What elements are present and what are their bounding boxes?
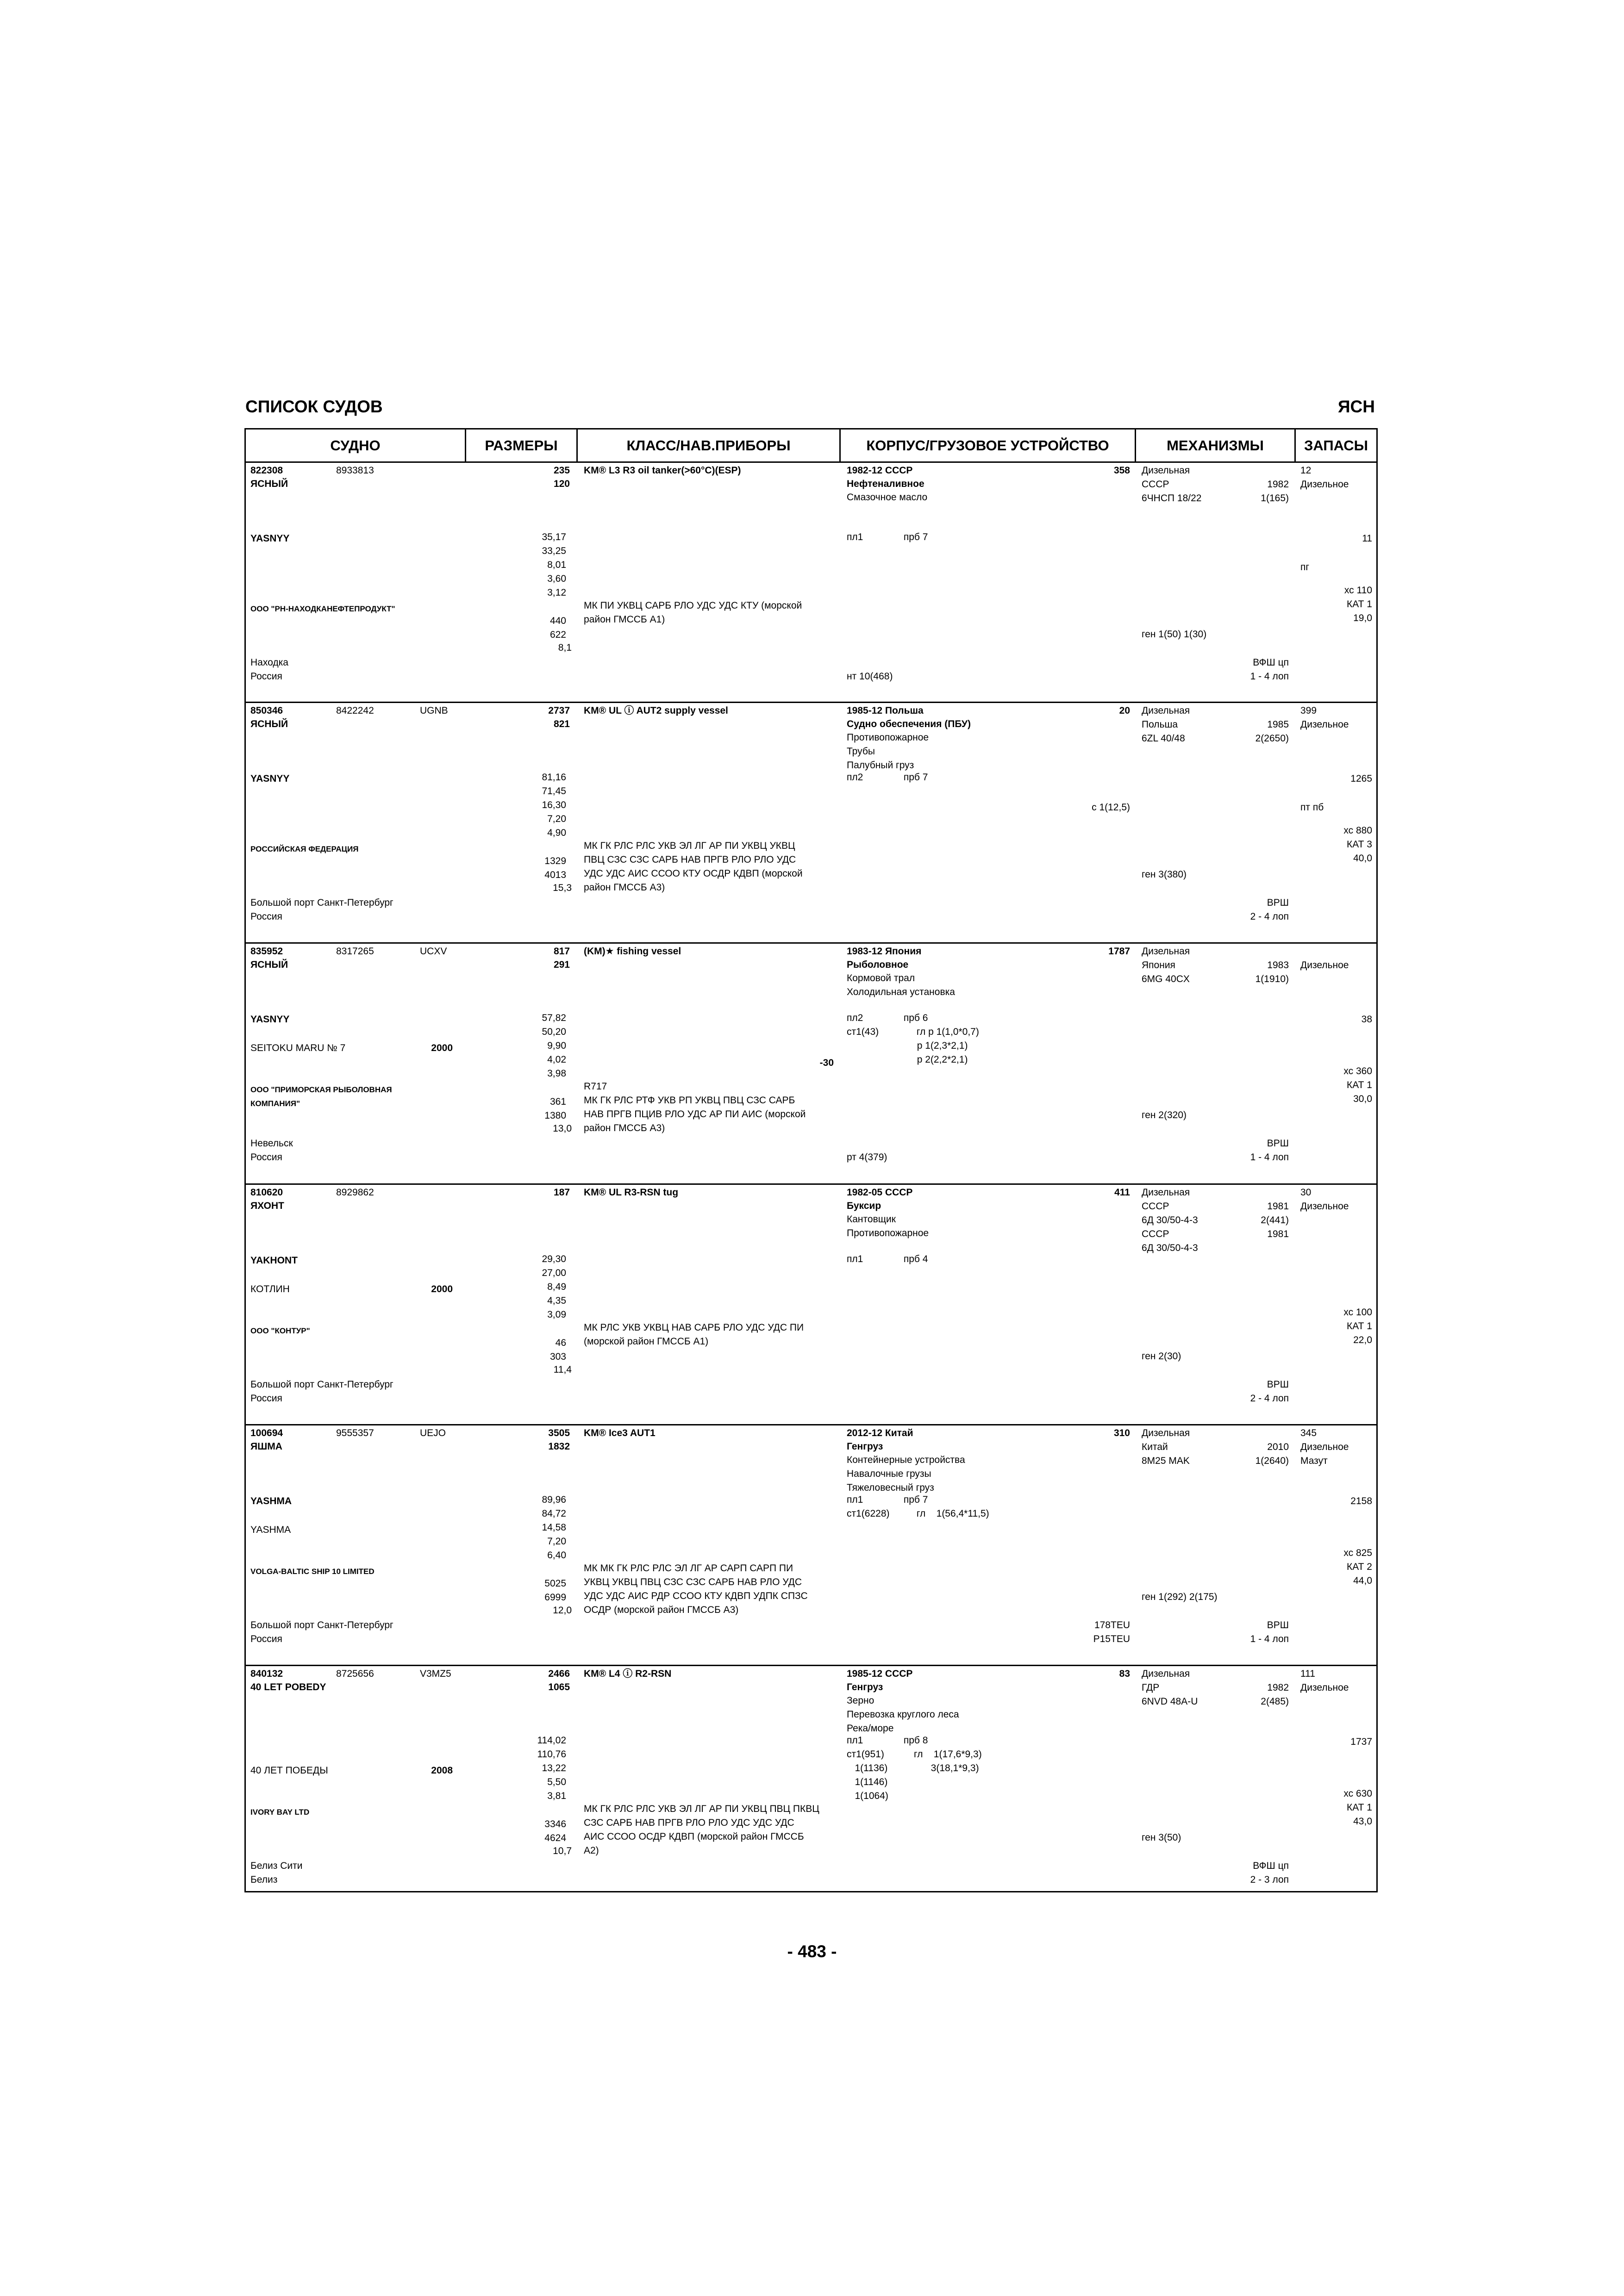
navigation-aids: МК МК ГК РЛС РЛС ЭЛ ЛГ АР САРП САРП ПИ УКВЦ УКВЦ ПВЦ СЗС СЗС САРБ НАВ РЛО УДС УДС УДС АИС РДР ССОО КТУ КДВП УДПК СПЗС ОСДР (морской район ГМССБ А3) [584,1563,808,1615]
class-notation: KM® Ice3 AUT1 [584,1428,656,1438]
engine-year-power: 2010 1(2640) [1255,1442,1289,1466]
holds-hatches: пл2 прб 7 [847,772,928,783]
call-sign: UCXV [420,946,447,957]
vessel-type: Нефтеналивное [847,479,924,489]
engine-year-power: 1985 2(2650) [1255,719,1289,744]
generators: ген 2(320) [1142,1110,1187,1120]
propeller: ВФШ цп 2 - 3 лоп [1250,1860,1289,1885]
class-notation: KM® UL R3-RSN tug [584,1187,679,1198]
propeller: ВФШ цп 1 - 4 лоп [1250,657,1289,682]
owner-name: РОССИЙСКАЯ ФЕДЕРАЦИЯ [250,845,359,853]
imo-number: 8317265 [336,946,374,957]
former-name: YASHMA [250,1524,291,1535]
vessel-name-latin: YASNYY [250,533,290,544]
vessel-name: ЯСНЫЙ [250,959,288,970]
navigation-aids: МК РЛС УКВ УКВЦ НАВ САРБ РЛО УДС УДС ПИ (морской район ГМССБ А1) [584,1322,804,1347]
fuel-stores: 12 Дизельное [1300,465,1349,490]
ship-register-table [244,428,1378,1892]
dimensions: 57,82 50,20 9,90 4,02 3,98 [542,1013,566,1079]
gross-tonnage: 3505 [548,1428,570,1438]
holds-hatches: пл1 прб 7 ст1(6228) гл 1(56,4*11,5) [847,1494,989,1519]
propeller: ВРШ 2 - 4 лоп [1250,897,1289,922]
deadweight: 3346 4624 [544,1819,566,1843]
generators: ген 2(30) [1142,1351,1181,1362]
deadweight: 361 1380 [544,1096,566,1121]
ship-record [246,1666,1376,1891]
speed: 13,0 [553,1123,572,1134]
ship-record [246,463,1376,703]
fuel-quantity: 1737 [1350,1736,1372,1747]
fuel-quantity: 38 [1361,1014,1372,1025]
stores-capacity: хс 110 КАТ 1 19,0 [1344,585,1372,623]
hull-build-info: 1982-05 СССР [847,1187,913,1198]
fuel-stores: Дизельное [1300,960,1349,971]
registry-number: 835952 [250,946,283,957]
vessel-type: Генгруз [847,1441,883,1452]
generators: ген 1(292) 2(175) [1142,1592,1218,1602]
owner-name: IVORY BAY LTD [250,1808,310,1817]
column-header-vessel: СУДНО [246,429,466,461]
home-port: Находка [250,657,288,668]
net-tonnage: 1065 [548,1682,570,1692]
former-name-year: 2008 [431,1765,453,1776]
call-sign: UGNB [420,705,448,716]
hull-build-info: 1985-12 Польша [847,705,924,716]
main-engine: Дизельная Япония 6MG 40CX [1142,946,1190,984]
engine-year-power: 1983 1(1910) [1255,960,1289,984]
fuel-stores: 399 Дизельное [1300,705,1349,730]
dimensions: 81,16 71,45 16,30 7,20 4,90 [542,772,566,838]
tanks-capacity: рт 4(379) [847,1152,887,1163]
call-sign: UEJO [420,1428,446,1438]
imo-number: 8422242 [336,705,374,716]
fuel-stores: 30 Дизельное [1300,1187,1349,1212]
owner-name: VOLGA-BALTIC SHIP 10 LIMITED [250,1567,375,1576]
imo-number: 8933813 [336,465,374,476]
fuel-quantity: 2158 [1350,1496,1372,1506]
net-tonnage: 821 [553,719,570,729]
hull-features: Контейнерные устройства Навалочные грузы Тяжеловесный груз [847,1455,965,1493]
vessel-name: ЯСНЫЙ [250,479,288,489]
generators: ген 1(50) 1(30) [1142,629,1207,640]
flag-country: Россия [250,671,282,682]
vessel-name-latin: YAKHONT [250,1255,298,1266]
former-name-year: 2000 [431,1043,453,1053]
vessel-name: 40 LET POBEDY [250,1682,326,1692]
ship-record [246,944,1376,1185]
registry-number: 810620 [250,1187,283,1198]
hull-number: 310 [1113,1428,1130,1438]
vessel-type: Буксир [847,1201,881,1211]
gross-tonnage: 187 [553,1187,570,1198]
generators: ген 3(50) [1142,1832,1181,1843]
home-port: Невельск [250,1138,293,1149]
main-engine: Дизельная СССР 6Д 30/50-4-3 СССР 6Д 30/50-4-3 [1142,1187,1198,1253]
vessel-name: ЯШМА [250,1441,282,1452]
deadweight: 5025 6999 [544,1578,566,1603]
vessel-name: ЯСНЫЙ [250,719,288,729]
ice-value: -30 [819,1058,834,1068]
hull-build-info: 2012-12 Китай [847,1428,913,1438]
gross-tonnage: 2466 [548,1668,570,1679]
holds-hatches: пл1 прб 7 [847,532,928,542]
speed: 15,3 [553,883,572,893]
owner-name: ООО "КОНТУР" [250,1326,310,1335]
hull-number: 411 [1114,1187,1130,1198]
vessel-type: Судно обеспечения (ПБУ) [847,719,971,729]
imo-number: 8929862 [336,1187,374,1198]
home-port: Большой порт Санкт-Петербург [250,1379,394,1390]
fuel-quantity: 11 [1362,533,1372,544]
table-header [246,429,1376,463]
class-notation: KM® L4 ⓘ R2-RSN [584,1668,672,1679]
column-header-machinery: МЕХАНИЗМЫ [1136,429,1296,461]
imo-number: 8725656 [336,1668,374,1679]
former-name: SEITOKU MARU № 7 [250,1043,346,1053]
vessel-name-latin: YASNYY [250,1014,290,1025]
call-sign: V3MZ5 [420,1668,451,1679]
container-capacity: 178TEU P15TEU [1093,1620,1130,1644]
vessel-type: Рыболовное [847,959,909,970]
dimensions: 29,30 27,00 8,49 4,35 3,09 [542,1254,566,1320]
propeller: ВРШ 1 - 4 лоп [1250,1620,1289,1644]
ship-record [246,703,1376,944]
vessel-name: ЯХОНТ [250,1201,284,1211]
column-header-hull-cargo-gear: КОРПУС/ГРУЗОВОЕ УСТРОЙСТВО [841,429,1136,461]
fuel-stores: 111 Дизельное [1300,1668,1349,1693]
class-notation: KM® UL ⓘ AUT2 supply vessel [584,705,728,716]
navigation-aids: R717 МК ГК РЛС РТФ УКВ РП УКВЦ ПВЦ СЗС САРБ НАВ ПРГВ ПЦИВ РЛО УДС АР ПИ АИС (морской район ГМССБ А3) [584,1081,806,1133]
registry-number: 100694 [250,1428,283,1438]
registry-number: 822308 [250,465,283,476]
home-port: Белиз Сити [250,1860,303,1871]
registry-number: 850346 [250,705,283,716]
hull-number: 83 [1119,1668,1130,1679]
column-header-dimensions: РАЗМЕРЫ [466,429,578,461]
home-port: Большой порт Санкт-Петербург [250,897,394,908]
document-code: ЯСН [1337,397,1375,416]
ship-record [246,1425,1376,1666]
net-tonnage: 1832 [548,1441,570,1452]
speed: 10,7 [553,1846,572,1856]
main-engine: Дизельная СССР 6ЧНСП 18/22 [1142,465,1202,504]
gross-tonnage: 2737 [548,705,570,716]
vessel-name-latin: YASHMA [250,1496,292,1506]
fuel-quantity: 1265 [1350,773,1372,784]
main-engine: Дизельная ГДР 6NVD 48A-U [1142,1668,1198,1707]
flag-country: Россия [250,1634,282,1644]
navigation-aids: МК ГК РЛС РЛС УКВ ЭЛ ЛГ АР ПИ УКВЦ ПВЦ ПКВЦ СЗС САРБ НАВ ПРГВ РЛО РЛО УДС УДС УДС АИС ССОО ОСДР КДВП (морской район ГМССБ А2) [584,1804,819,1856]
gross-tonnage: 817 [553,946,570,957]
main-engine: Дизельная Китай 8M25 MAK [1142,1428,1190,1466]
main-engine: Дизельная Польша 6ZL 40/48 [1142,705,1190,744]
engine-year-power: 1981 2(441) 1981 [1261,1201,1289,1239]
holds-hatches: пл1 прб 4 [847,1254,928,1264]
deadweight: 1329 4013 [544,856,566,880]
navigation-aids: МК ПИ УКВЦ САРБ РЛО УДС УДС КТУ (морской район ГМССБ А1) [584,600,802,625]
hull-build-info: 1983-12 Япония [847,946,922,957]
engine-year-power: 1982 2(485) [1261,1682,1289,1707]
former-name: КОТЛИН [250,1284,290,1294]
vessel-name-latin: YASNYY [250,773,290,784]
home-port: Большой порт Санкт-Петербург [250,1620,394,1630]
holds-hatches: пл2 прб 6 ст1(43) гл р 1(1,0*0,7) р 1(2,3*2,1) р 2(2,2*2,1) [847,1013,979,1065]
dimensions: 89,96 84,72 14,58 7,20 6,40 [542,1494,566,1561]
hull-features: Смазочное масло [847,492,928,503]
flag-country: Белиз [250,1874,278,1885]
former-name: 40 ЛЕТ ПОБЕДЫ [250,1765,328,1776]
stores-capacity: хс 100 КАТ 1 22,0 [1343,1307,1372,1345]
hull-features: Кормовой трал Холодильная установка [847,973,955,997]
fuel-stores: 345 Дизельное Мазут [1300,1428,1349,1466]
holds-hatches: пл1 прб 8 ст1(951) гл 1(17,6*9,3) 1(1136) 3(18,1*9,3) 1(1146) 1(1064) [847,1735,982,1801]
flag-country: Россия [250,911,282,922]
navigation-aids: МК ГК РЛС РЛС УКВ ЭЛ ЛГ АР ПИ УКВЦ УКВЦ ПВЦ СЗС СЗС САРБ НАВ ПРГВ РЛО РЛО УДС УДС УДС АИС ССОО КТУ ОСДР КДВП (морской район ГМССБ А3) [584,840,803,893]
owner-name: ООО "РН-НАХОДКАНЕФТЕПРОДУКТ" [250,604,395,613]
dimensions: 35,17 33,25 8,01 3,60 3,12 [542,532,566,598]
flag-country: Россия [250,1393,282,1404]
vessel-type: Генгруз [847,1682,883,1692]
generators: ген 3(380) [1142,869,1187,880]
column-header-stores: ЗАПАСЫ [1304,437,1368,454]
gross-tonnage: 235 [553,465,570,476]
page-number: - 483 - [787,1942,837,1961]
hull-build-info: 1985-12 СССР [847,1668,913,1679]
deadweight: 440 622 [550,616,566,640]
hull-number: 20 [1119,705,1130,716]
engine-year-power: 1982 1(165) [1261,479,1289,504]
column-header-class-navaids: КЛАСС/НАВ.ПРИБОРЫ [578,429,841,461]
former-name-year: 2000 [431,1284,453,1294]
flag-country: Россия [250,1152,282,1163]
propeller: ВРШ 2 - 4 лоп [1250,1379,1289,1404]
hull-features: Кантовщик Противопожарное [847,1214,929,1238]
propeller: ВРШ 1 - 4 лоп [1250,1138,1289,1163]
speed: 11,4 [553,1364,572,1375]
speed: 12,0 [553,1605,572,1616]
speed: 8,1 [558,642,572,653]
tanks-capacity: нт 10(468) [847,671,893,682]
fuel-tank-type: пг [1300,562,1310,572]
stores-capacity: хс 360 КАТ 1 30,0 [1343,1066,1372,1104]
net-tonnage: 120 [553,479,570,489]
fuel-tank-type: пт пб [1300,802,1324,813]
deadweight: 46 303 [550,1338,566,1362]
registry-number: 840132 [250,1668,283,1679]
stores-capacity: хс 825 КАТ 2 44,0 [1343,1548,1372,1586]
imo-number: 9555357 [336,1428,374,1438]
document-title: СПИСОК СУДОВ [245,397,383,416]
stores-capacity: хс 880 КАТ 3 40,0 [1343,825,1372,864]
dimensions: 114,02 110,76 13,22 5,50 3,81 [537,1735,566,1801]
cranes: с 1(12,5) [1092,802,1130,813]
net-tonnage: 291 [553,959,570,970]
hull-features: Зерно Перевозка круглого леса Река/море [847,1695,959,1734]
hull-number: 1787 [1108,946,1130,957]
class-notation: KM® L3 R3 oil tanker(>60°C)(ESP) [584,465,741,476]
hull-number: 358 [1113,465,1130,476]
ship-record [246,1185,1376,1425]
class-notation: (KM)★ fishing vessel [584,946,681,957]
hull-features: Противопожарное Трубы Палубный груз [847,732,929,771]
hull-build-info: 1982-12 СССР [847,465,913,476]
owner-name: ООО "ПРИМОРСКАЯ РЫБОЛОВНАЯ КОМПАНИЯ" [250,1085,392,1108]
stores-capacity: хс 630 КАТ 1 43,0 [1343,1788,1372,1827]
